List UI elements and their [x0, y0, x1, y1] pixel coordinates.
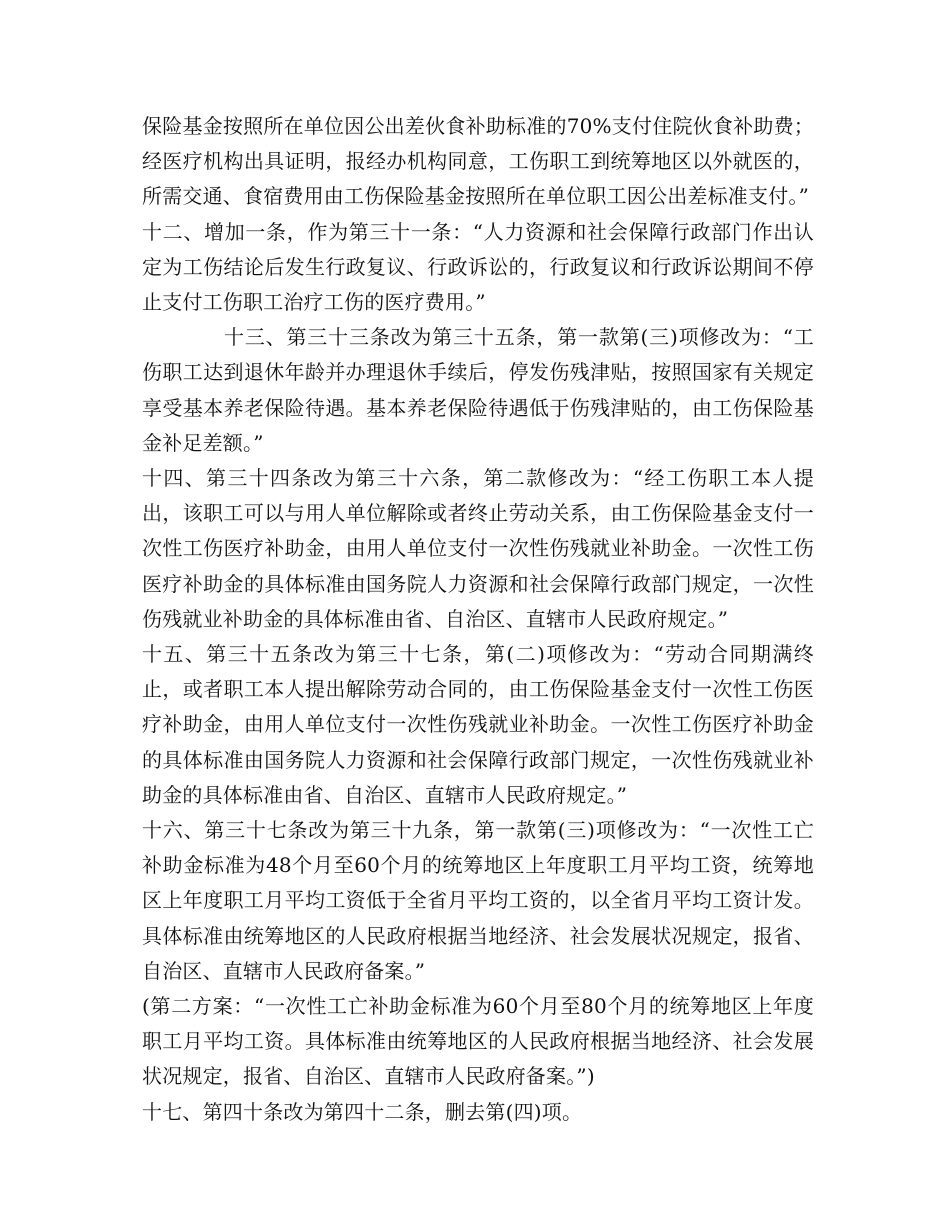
paragraph-continuation: 保险基金按照所在单位因公出差伙食补助标准的70%支付住院伙食补助费；经医疗机构出具证明，报经办机构同意，工伤职工到统筹地区以外就医的，所需交通、食宿费用由工伤保险基金按照所在单位职工因公出差标准支付。” — [142, 114, 814, 209]
paragraph-item-16: 十六、第三十七条改为第三十九条，第一款第(三)项修改为：“一次性工亡补助金标准为48个月至60个月的统筹地区上年度职工月平均工资，统筹地区上年度职工月平均工资低于全省月平均工资的，以全省月平均工资计发。具体标准由统筹地区的人民政府根据当地经济、社会发展状况规定，报省、自治区、直辖市人民政府备案。” — [142, 818, 814, 983]
document-body — [142, 109, 814, 1130]
paragraph-item-17: 十七、第四十条改为第四十二条，删去第(四)项。 — [142, 1099, 583, 1124]
paragraph-item-15: 十五、第三十五条改为第三十七条，第(二)项修改为：“劳动合同期满终止，或者职工本人提出解除劳动合同的，由工伤保险基金支付一次性工伤医疗补助金，由用人单位支付一次性伤残就业补助金。一次性工伤医疗补助金的具体标准由国务院人力资源和社会保障行政部门规定，一次性伤残就业补助金的具体标准由省、自治区、直辖市人民政府规定。” — [142, 642, 814, 807]
paragraph-alternative-plan: (第二方案：“一次性工亡补助金标准为60个月至80个月的统筹地区上年度职工月平均工资。具体标准由统筹地区的人民政府根据当地经济、社会发展状况规定，报省、自治区、直辖市人民政府备案。”) — [142, 994, 814, 1089]
paragraph-item-14: 十四、第三十四条改为第三十六条，第二款修改为：“经工伤职工本人提出，该职工可以与用人单位解除或者终止劳动关系，由工伤保险基金支付一次性工伤医疗补助金，由用人单位支付一次性伤残就业补助金。一次性工伤医疗补助金的具体标准由国务院人力资源和社会保障行政部门规定，一次性伤残就业补助金的具体标准由省、自治区、直辖市人民政府规定。” — [142, 466, 814, 631]
paragraph-item-13: 十三、第三十三条改为第三十五条，第一款第(三)项修改为：“工伤职工达到退休年龄并办理退休手续后，停发伤残津贴，按照国家有关规定享受基本养老保险待遇。基本养老保险待遇低于伤残津贴的，由工伤保险基金补足差额。” — [142, 325, 814, 455]
paragraph-item-12: 十二、增加一条，作为第三十一条：“人力资源和社会保障行政部门作出认定为工伤结论后发生行政复议、行政诉讼的，行政复议和行政诉讼期间不停止支付工伤职工治疗工伤的医疗费用。” — [142, 219, 814, 315]
